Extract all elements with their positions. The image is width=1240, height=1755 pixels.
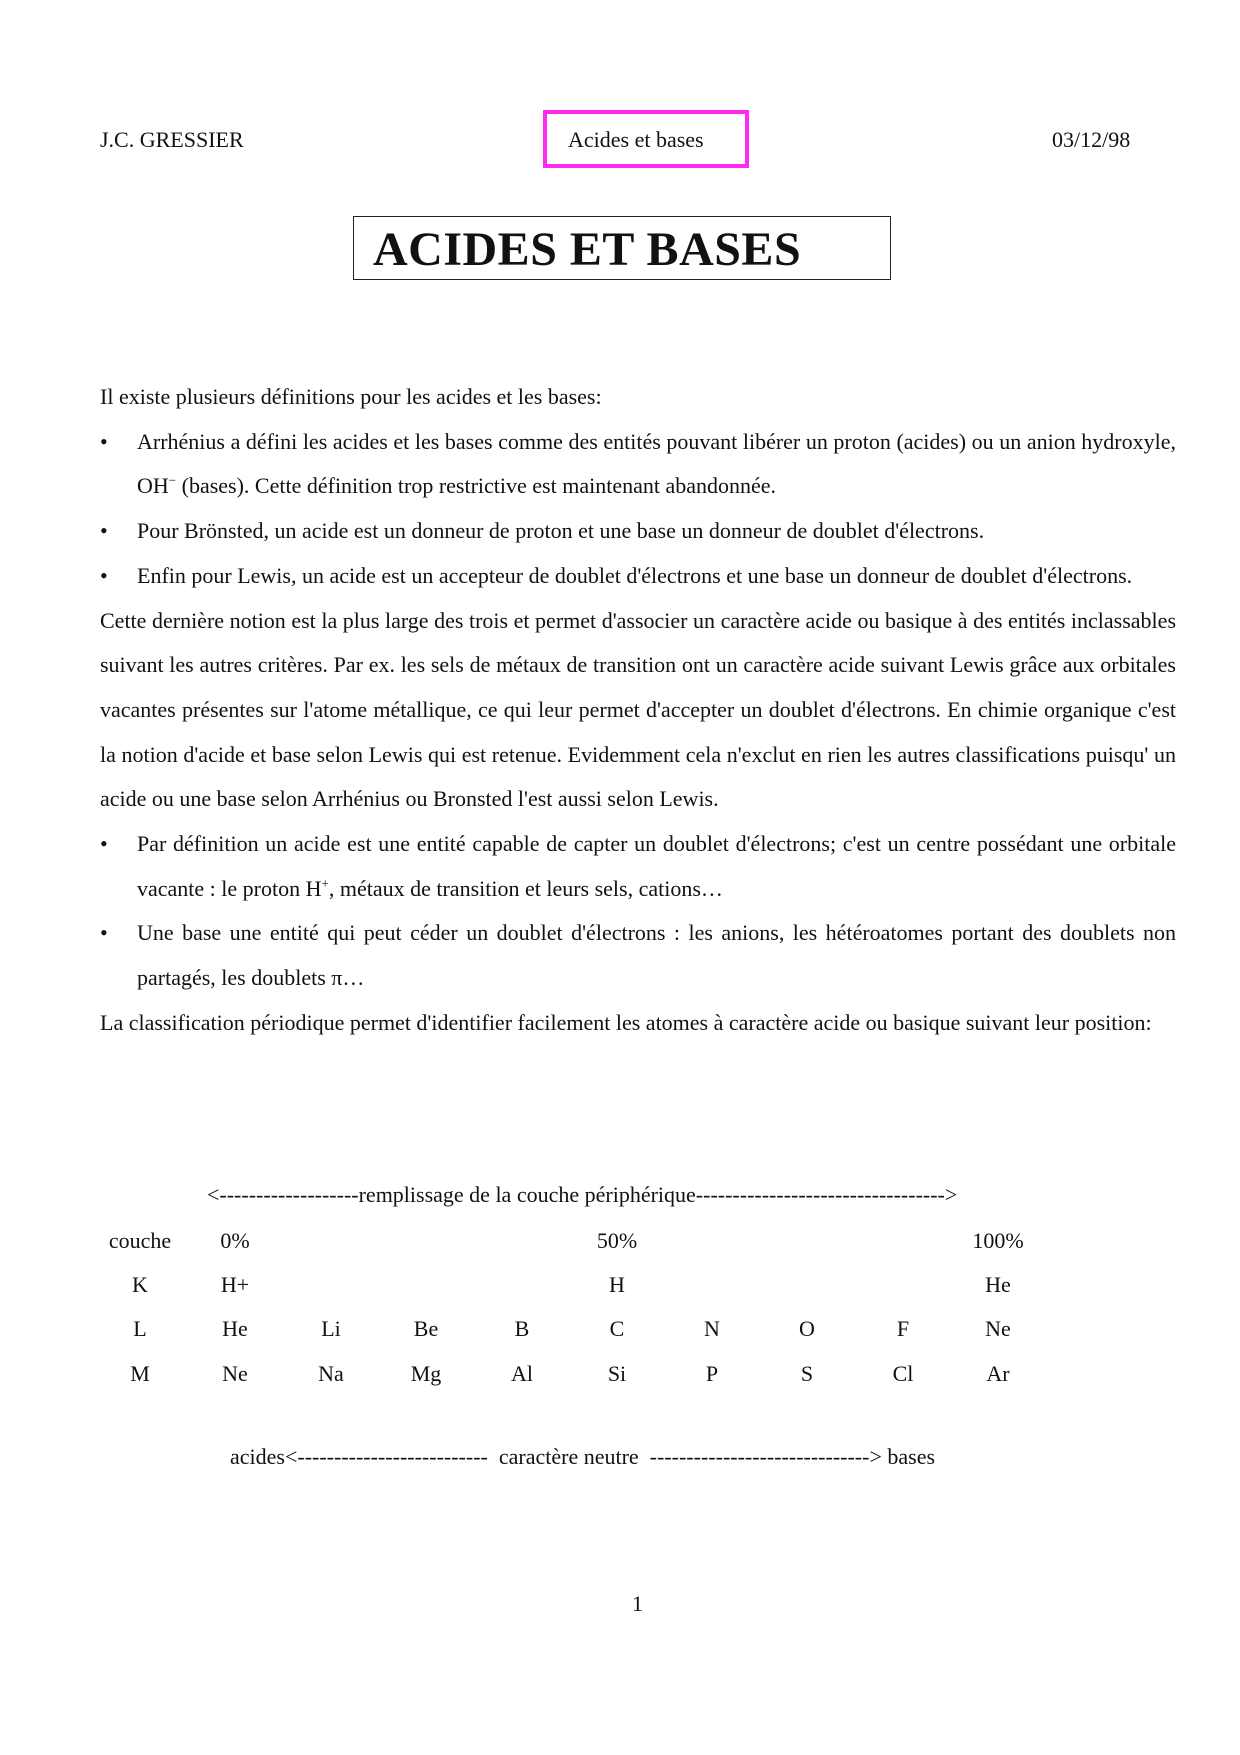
table-cell: Al xyxy=(511,1361,533,1386)
header-author: J.C. GRESSIER xyxy=(100,127,244,152)
table-cell: Li xyxy=(321,1316,341,1341)
bullet-icon: • xyxy=(100,562,108,588)
table-cell: M xyxy=(130,1361,150,1386)
bullet-icon: • xyxy=(100,831,108,857)
table-cell: Ar xyxy=(986,1361,1010,1386)
table-cell: He xyxy=(222,1316,248,1341)
table-cell: F xyxy=(896,1316,910,1341)
bullet-icon: • xyxy=(100,428,108,454)
header-date: 03/12/98 xyxy=(1052,127,1131,152)
acid-definition-text: Par définition un acide est une entité capable de capter un doublet d'électrons; c'est un centre possédant une orbitale vacante : le proton H xyxy=(137,831,1176,901)
document-body xyxy=(100,375,1176,1046)
table-header-cell: 0% xyxy=(220,1228,250,1253)
table-cell: P xyxy=(705,1361,719,1386)
table-header-cell: couche xyxy=(108,1228,172,1253)
lewis-list xyxy=(100,822,1176,1001)
page-number: 1 xyxy=(632,1591,643,1616)
list-item xyxy=(100,554,1176,599)
table-header-cell: 100% xyxy=(972,1228,1024,1253)
lewis-paragraph: Cette dernière notion est la plus large des trois et permet d'associer un caractère acide ou basique à des entités inclassables suivant les autres critères. Par ex. les sels de métaux de transition ont un caractère acide suivant Lewis grâce aux orbitales vacantes présentes sur l'atome métallique, ce qui leur permet d'accepter un doublet d'électrons. En chimie organique c'est la notion d'acide et base selon Lewis qui est retenue. Evidemment cela n'exclut en rien les autres classifications puisqu' un acide ou une base selon Arrhénius ou Bronsted l'est aussi selon Lewis. xyxy=(100,607,1176,812)
bronsted-text: Pour Brönsted, un acide est un donneur de proton et une base un donneur de doublet d'électrons. xyxy=(137,518,985,544)
fill-range-label: <-------------------remplissage de la couche périphérique----------------------------------> xyxy=(207,1182,958,1207)
acid-base-scale: acides<-------------------------- caractère neutre ------------------------------> bases xyxy=(230,1444,936,1469)
table-header-row xyxy=(0,1227,1240,1255)
table-cell: N xyxy=(704,1316,720,1341)
table-cell: H+ xyxy=(220,1272,250,1297)
table-cell: B xyxy=(514,1316,530,1341)
page-title: ACIDES ET BASES xyxy=(373,223,802,276)
list-item xyxy=(100,509,1176,554)
h-charge: + xyxy=(321,875,329,891)
lewis-text: Enfin pour Lewis, un acide est un accepteur de doublet d'électrons et une base un donneur de doublet d'électrons. xyxy=(137,562,1133,588)
table-cell: Cl xyxy=(892,1361,914,1386)
table-cell: K xyxy=(132,1272,148,1297)
table-row xyxy=(0,1360,1240,1388)
table-cell: S xyxy=(800,1361,814,1386)
classification-text: La classification périodique permet d'identifier facilement les atomes à caractère acide ou basique suivant leur position: xyxy=(100,1009,1152,1035)
bullet-icon: • xyxy=(100,920,108,946)
table-cell: O xyxy=(799,1316,815,1341)
base-definition-text: Une base une entité qui peut céder un doublet d'électrons : les anions, les hétéroatomes portant des doublets non partagés, les doublets π… xyxy=(137,920,1176,991)
table-cell: He xyxy=(985,1272,1011,1297)
table-row xyxy=(0,1315,1240,1343)
list-item xyxy=(100,911,1176,1000)
list-item xyxy=(100,822,1176,911)
arrhenius-text-end: (bases). Cette définition trop restrictive est maintenant abandonnée. xyxy=(181,473,777,499)
table-cell: L xyxy=(133,1316,147,1341)
table-header-cell: 50% xyxy=(596,1228,638,1253)
table-cell: C xyxy=(609,1316,625,1341)
arrhenius-text: Arrhénius a défini les acides et les bases comme des entités pouvant libérer un proton (acides) ou un anion hydroxyle, OH xyxy=(137,428,1176,499)
bullet-icon: • xyxy=(100,518,108,544)
oh-charge: − xyxy=(168,473,177,489)
acid-definition-end: , métaux de transition et leurs sels, cations… xyxy=(328,875,723,901)
table-cell: H xyxy=(609,1272,625,1297)
table-cell: Si xyxy=(607,1361,627,1386)
table-cell: Ne xyxy=(222,1361,248,1386)
definitions-list xyxy=(100,420,1176,599)
table-row xyxy=(0,1271,1240,1299)
table-cell: Mg xyxy=(410,1361,442,1386)
table-cell: Ne xyxy=(985,1316,1011,1341)
table-cell: Be xyxy=(413,1316,439,1341)
header-topic: Acides et bases xyxy=(568,127,704,152)
list-item xyxy=(100,420,1176,509)
intro-text: Il existe plusieurs définitions pour les acides et les bases: xyxy=(100,384,602,409)
table-cell: Na xyxy=(318,1361,344,1386)
